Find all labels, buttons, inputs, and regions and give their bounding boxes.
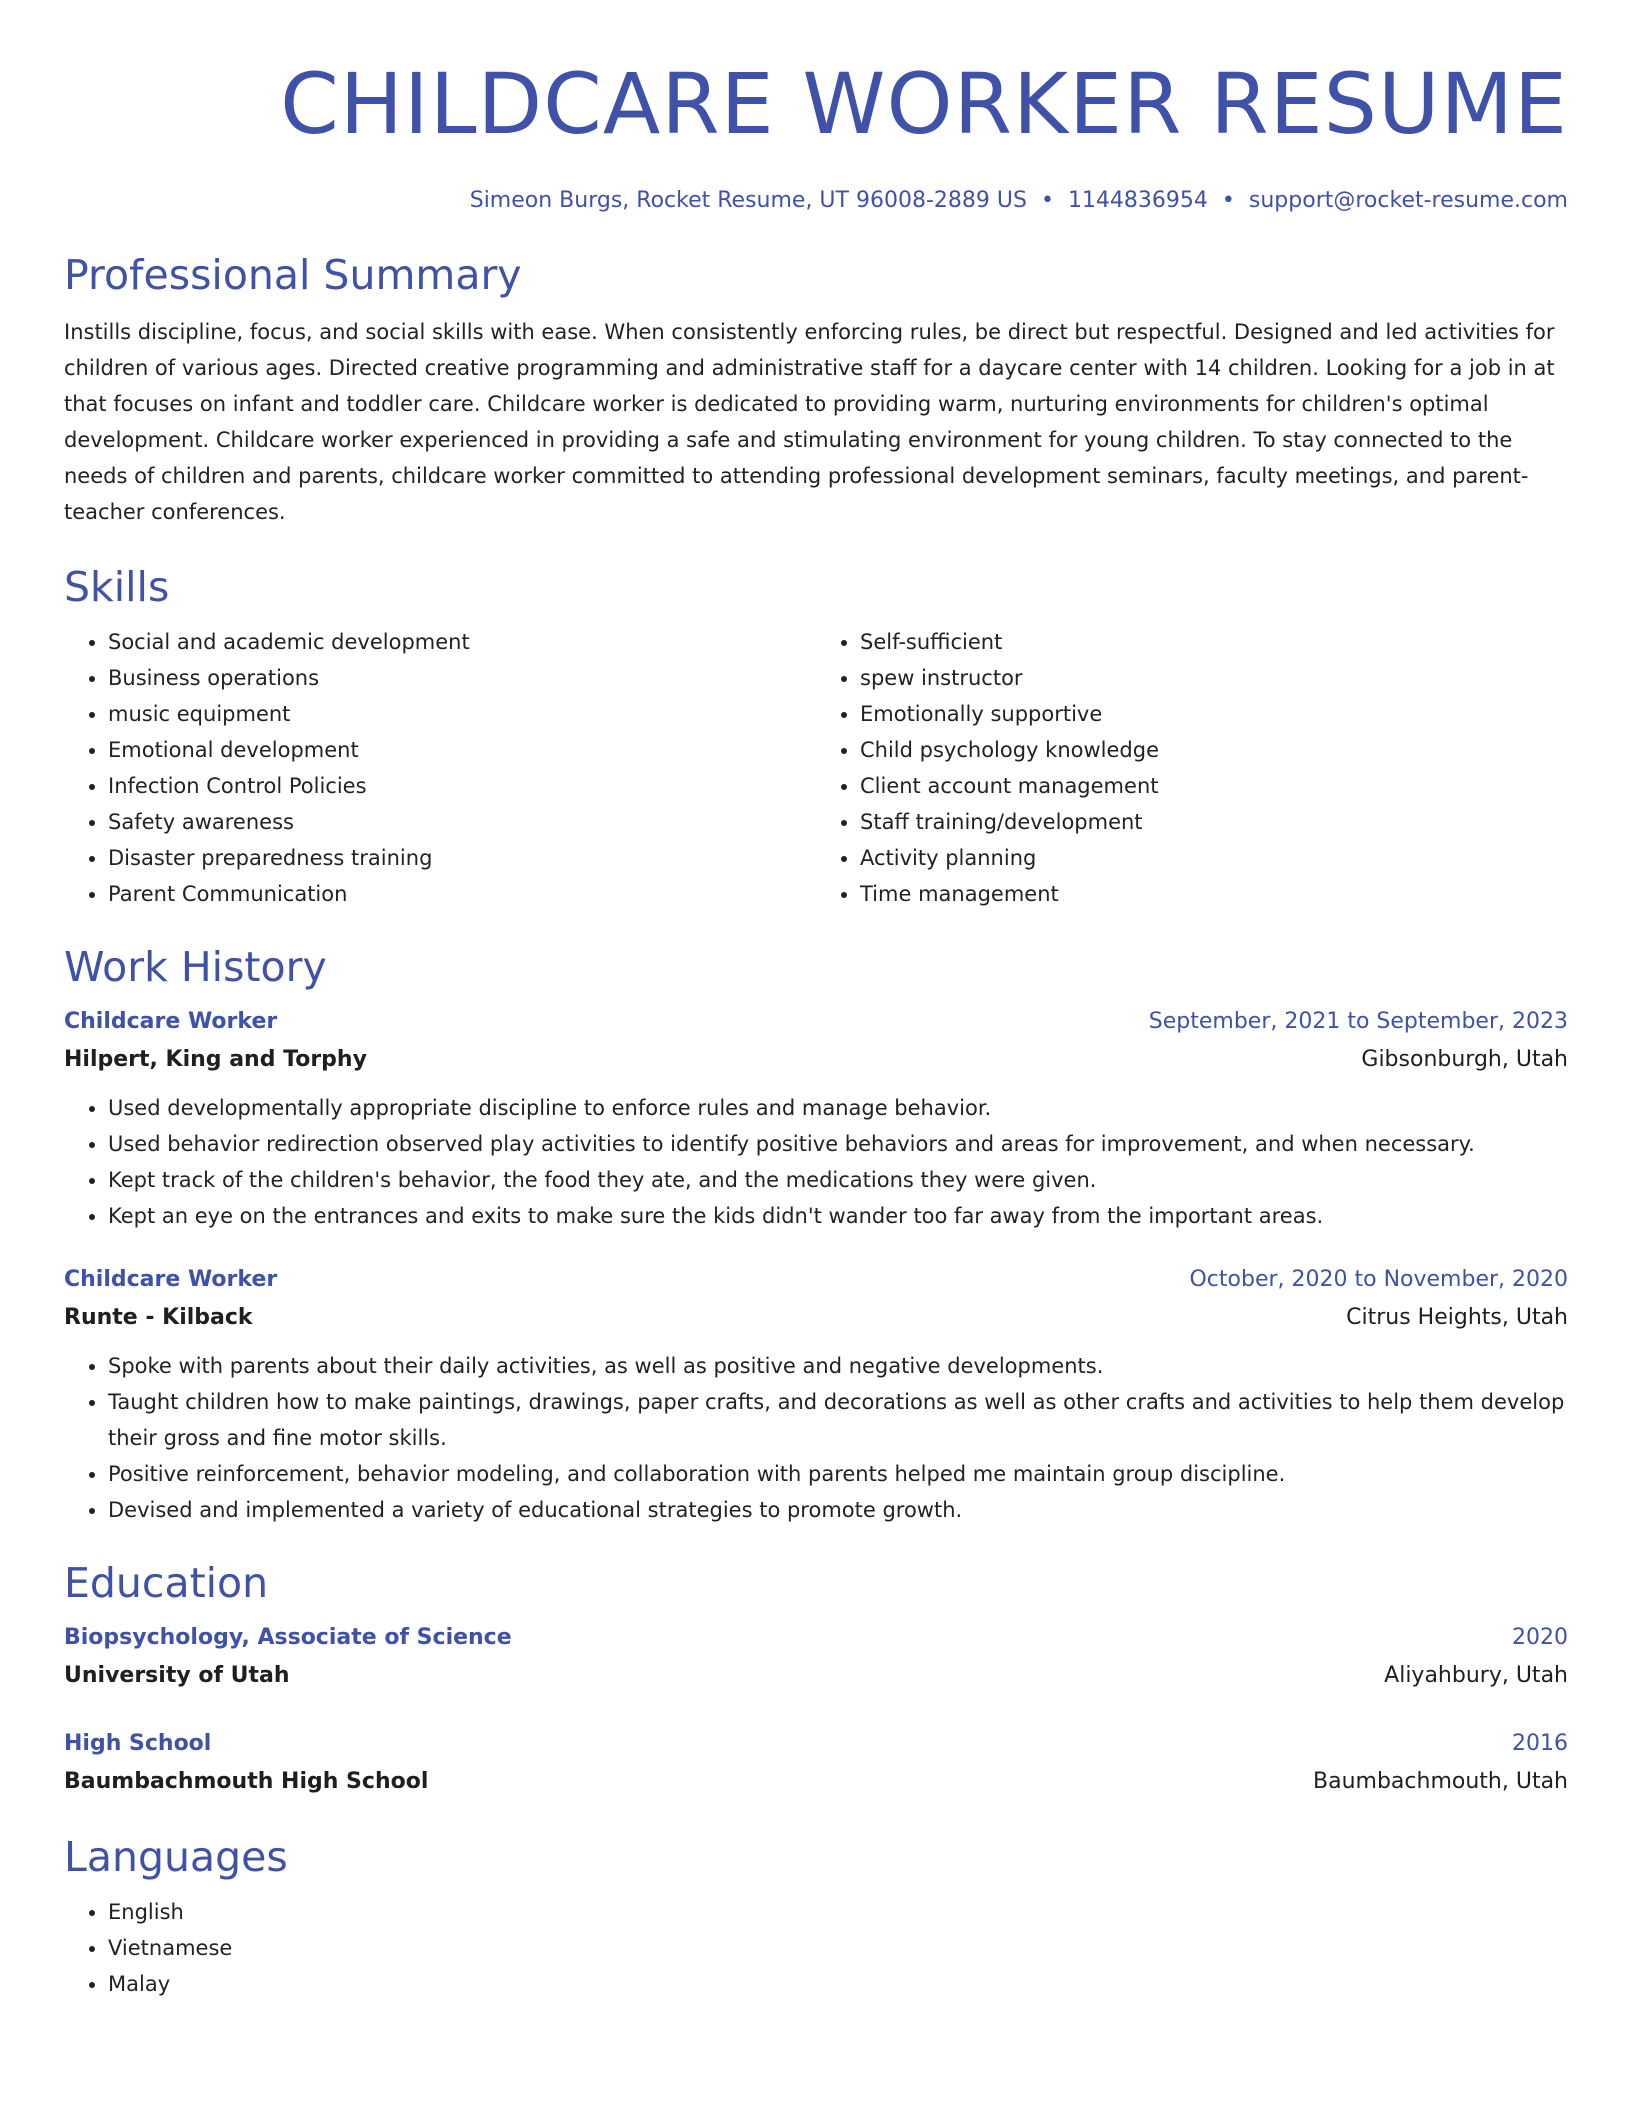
job-bullets (64, 1090, 1568, 1234)
education-heading: Education (64, 1559, 269, 1607)
skill-item: • music equipment (108, 696, 816, 732)
school-name: University of Utah (64, 1663, 290, 1688)
contact-separator: • (1221, 188, 1235, 213)
job-location: Gibsonburgh, Utah (1361, 1047, 1568, 1072)
degree-name: High School (64, 1731, 212, 1756)
job-dates: October, 2020 to November, 2020 (1189, 1267, 1568, 1292)
skill-item: • Self-sufficient (860, 624, 1568, 660)
job-bullet: • Spoke with parents about their daily activities, as well as positive and negative developments. (108, 1348, 1568, 1384)
graduation-year: 2016 (1512, 1731, 1568, 1756)
skill-item: • Time management (860, 876, 1568, 912)
skill-item: • Emotionally supportive (860, 696, 1568, 732)
summary-text: Instills discipline, focus, and social skills with ease. When consistently enforcing rules, be direct but respectful. Designed and led activities for children of various ages. Directed creative programming and administrative staff for a daycare center with 14 children. Looking for a job in at that focuses on infant and toddler care. Childcare worker is dedicated to providing warm, nurturing environments for children's optimal development. Childcare worker experienced in providing a safe and stimulating environment for young children. To stay connected to the needs of children and parents, childcare worker committed to attending professional development seminars, faculty meetings, and parent-teacher conferences. (64, 320, 1555, 524)
skill-item: • Client account management (860, 768, 1568, 804)
language-item: • Malay (108, 1966, 1568, 2002)
skills-grid (64, 624, 1568, 912)
company-name: Runte - Kilback (64, 1305, 253, 1330)
job-bullet: • Taught children how to make paintings, drawings, paper crafts, and decorations as well as other crafts and activities to help them develop their gross and fine motor skills. (108, 1384, 1568, 1456)
school-name: Baumbachmouth High School (64, 1769, 429, 1794)
job-bullet: • Kept track of the children's behavior, the food they ate, and the medications they were given. (108, 1162, 1568, 1198)
skill-item: • Activity planning (860, 840, 1568, 876)
skill-item: • Social and academic development (108, 624, 816, 660)
job-title: Childcare Worker (64, 1267, 278, 1292)
contact-address: Simeon Burgs, Rocket Resume, UT 96008-2889 US (469, 188, 1027, 213)
contact-email: support@rocket-resume.com (1248, 188, 1568, 213)
education-entry (64, 1726, 1568, 1802)
work-heading: Work History (64, 943, 327, 991)
skill-item: • Safety awareness (108, 804, 816, 840)
skill-item: • Staff training/development (860, 804, 1568, 840)
education-entry (64, 1620, 1568, 1696)
school-location: Baumbachmouth, Utah (1313, 1769, 1568, 1794)
skill-item: • Emotional development (108, 732, 816, 768)
job-bullet: • Kept an eye on the entrances and exits to make sure the kids didn't wander too far away from the important areas. (108, 1198, 1568, 1234)
contact-separator: • (1040, 188, 1054, 213)
job-location: Citrus Heights, Utah (1346, 1305, 1568, 1330)
job-bullets (64, 1348, 1568, 1528)
job-title: Childcare Worker (64, 1009, 278, 1034)
skill-item: • Business operations (108, 660, 816, 696)
skills-heading: Skills (64, 563, 170, 611)
degree-name: Biopsychology, Associate of Science (64, 1625, 512, 1650)
school-location: Aliyahbury, Utah (1384, 1663, 1568, 1688)
skills-list-right (816, 624, 1568, 912)
skill-item: • spew instructor (860, 660, 1568, 696)
job-bullet: • Positive reinforcement, behavior modeling, and collaboration with parents helped me maintain group discipline. (108, 1456, 1568, 1492)
job-entry (64, 1004, 1568, 1234)
job-entry (64, 1262, 1568, 1528)
resume-title: CHILDCARE WORKER RESUME (280, 55, 1568, 153)
graduation-year: 2020 (1512, 1625, 1568, 1650)
job-bullet: • Used developmentally appropriate discipline to enforce rules and manage behavior. (108, 1090, 1568, 1126)
job-dates: September, 2021 to September, 2023 (1148, 1009, 1568, 1034)
skill-item: • Infection Control Policies (108, 768, 816, 804)
summary-heading: Professional Summary (64, 251, 522, 299)
skills-list-left (64, 624, 816, 912)
job-bullet: • Devised and implemented a variety of educational strategies to promote growth. (108, 1492, 1568, 1528)
contact-phone: 1144836954 (1067, 188, 1208, 213)
company-name: Hilpert, King and Torphy (64, 1047, 367, 1072)
language-item: • Vietnamese (108, 1930, 1568, 1966)
languages-list (64, 1894, 1568, 2002)
job-bullet: • Used behavior redirection observed play activities to identify positive behaviors and areas for improvement, and when necessary. (108, 1126, 1568, 1162)
skill-item: • Child psychology knowledge (860, 732, 1568, 768)
skill-item: • Parent Communication (108, 876, 816, 912)
contact-line (64, 186, 1568, 216)
skill-item: • Disaster preparedness training (108, 840, 816, 876)
language-item: • English (108, 1894, 1568, 1930)
languages-heading: Languages (64, 1833, 288, 1881)
